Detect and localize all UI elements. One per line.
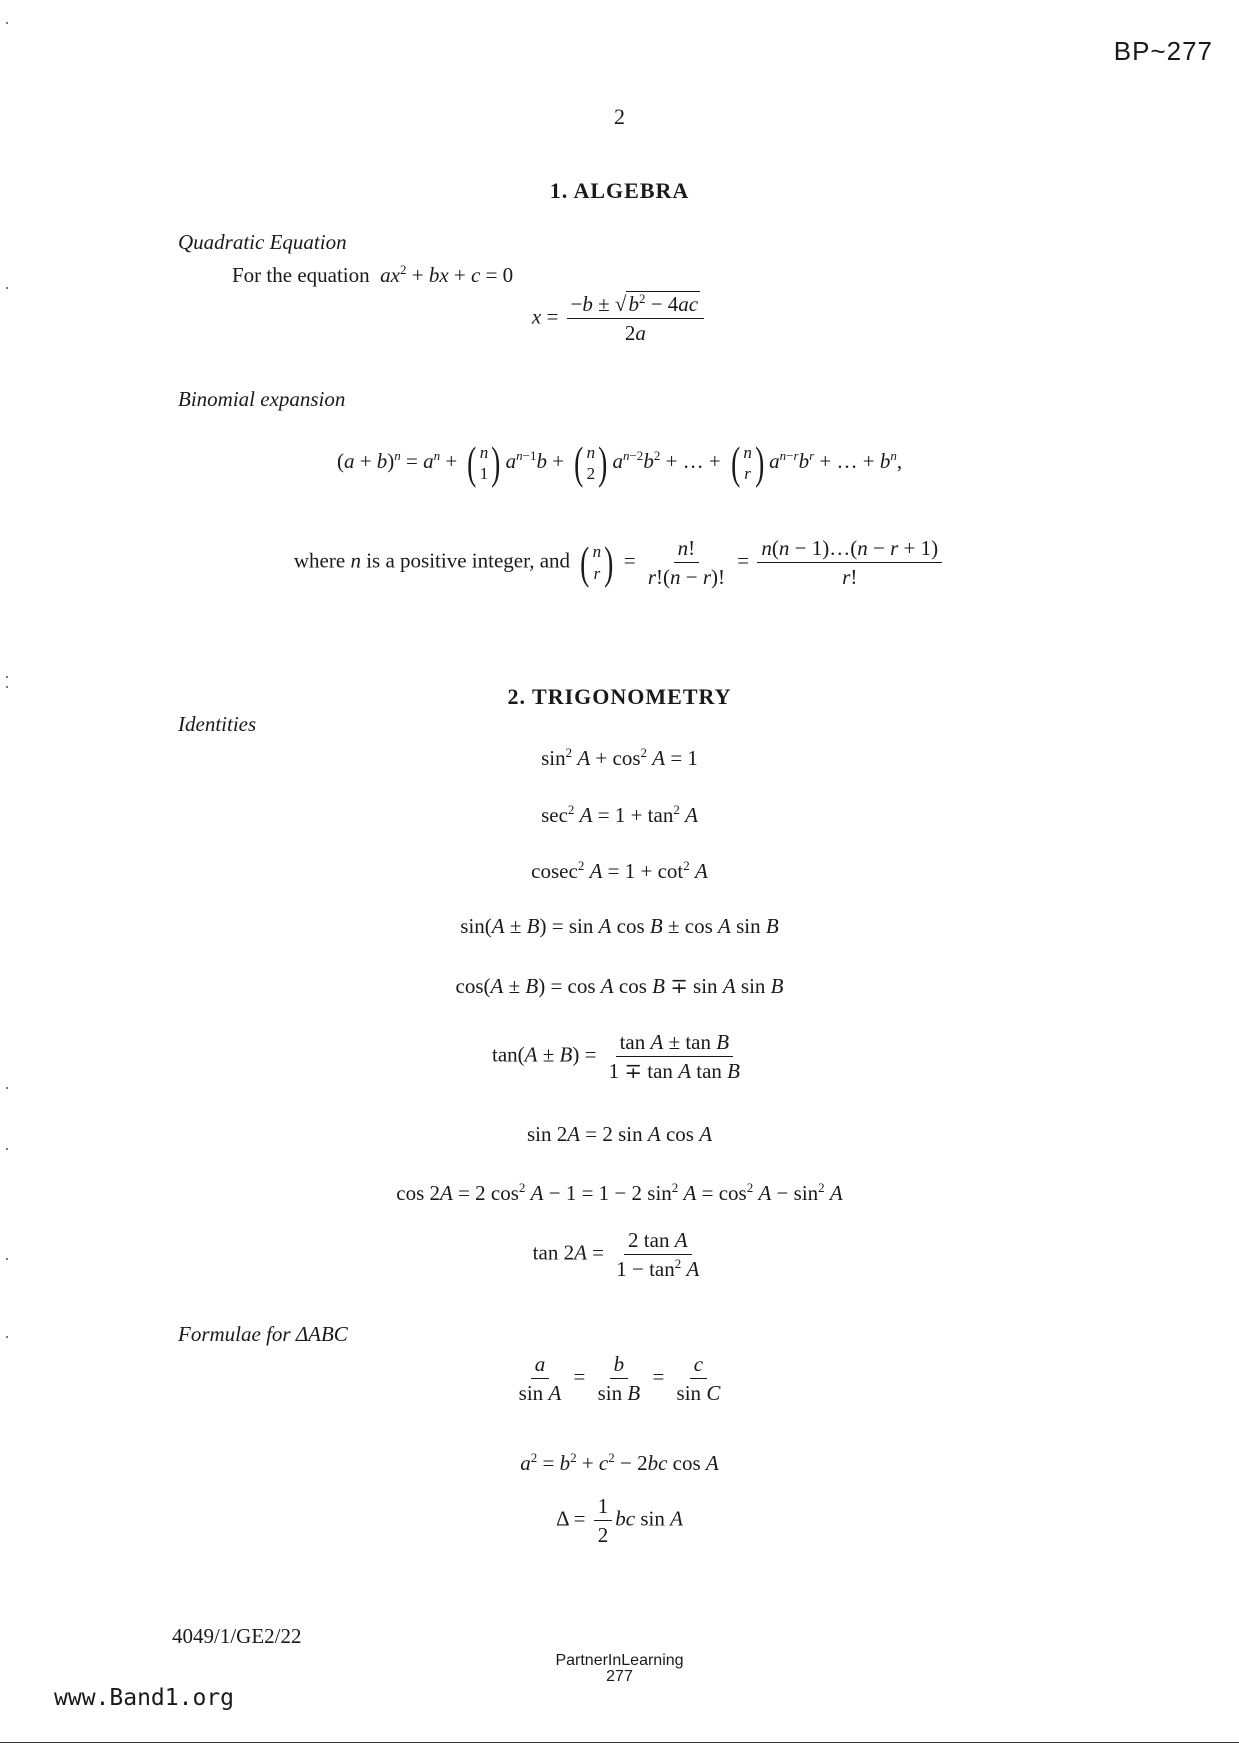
cosine-rule: $a^2 = b^2 + c^2 - 2bc$ cos A — [520, 1450, 719, 1475]
identity-tan-sum: tan(A ± B) = $\frac{\text{tan A ± tan B}}{\text{1 ∓ tan A tan B}}$ — [491, 1030, 740, 1084]
where-mid: is a positive integer, and — [366, 548, 571, 573]
identity-cos-sum: cos(A ± B) = cos A cos B ∓ sin A sin B — [455, 974, 784, 998]
page-number: 2 — [614, 104, 625, 129]
scan-mark — [6, 22, 8, 24]
identities-label: Identities — [178, 712, 257, 736]
publisher-name: PartnerInLearning — [555, 1652, 684, 1669]
publisher-page: 277 — [606, 1668, 633, 1685]
where-prefix: where — [293, 548, 346, 573]
publisher-brand — [0, 1653, 1239, 1685]
identity-sin-double: sin 2A = 2 sin A cos A — [526, 1122, 713, 1146]
identity-cosec-cot: cosec$^2$ $A = 1 + \cot^2 A$ — [531, 858, 708, 883]
identity-cos-double: cos 2A = 2 $\cos^2 A - 1 = 1 - 2$ $\sin^2 A = \cos^2 A - \sin^2 A$ — [396, 1180, 843, 1205]
quadratic-intro-text: For the equation — [232, 263, 370, 287]
scan-mark — [6, 686, 8, 688]
binomial-coefficient-definition: where n is a positive integer, and ( n r ) = $\frac{n!}{r!(n - r)!}$ = $\frac{n(n - 1)\dots(n - r + 1)}{r!}$ — [0, 536, 1239, 589]
website-link[interactable]: www.Band1.org — [54, 1685, 235, 1711]
scan-mark — [6, 1258, 8, 1260]
identity-sec-tan: $\sec^2 A = 1 + \tan^2 A$ — [541, 802, 698, 827]
scan-mark — [6, 1087, 8, 1089]
triangle-area-formula: Δ = $\frac{1}{2}$ bc sin A — [556, 1494, 683, 1548]
identity-sin-sum: sin(A ± B) = sin A cos B ± cos A sin B — [460, 914, 779, 938]
paper-code-footer: 4049/1/GE2/22 — [172, 1624, 302, 1648]
quadratic-equation: $ax^2$ + bx + c = 0 — [380, 262, 514, 287]
scan-mark — [6, 676, 8, 678]
trigonometry-heading: 2. TRIGONOMETRY — [507, 684, 732, 709]
quadratic-equation-label: Quadratic Equation — [178, 230, 347, 254]
sine-rule: $\frac{a}{\text{sin A}}$ = $\frac{b}{\text{sin B}}$ = $\frac{c}{\text{sin C}}$ — [518, 1352, 721, 1406]
identity-tan-double: tan 2A = $\frac{\text{2 tan A}}{1 - \tan^2 A}$ — [532, 1228, 700, 1282]
scan-mark — [6, 287, 8, 289]
quadratic-formula: x = $\frac{-b \pm √b^2 - 4ac}{2a}$ — [0, 292, 1239, 345]
quadratic-intro — [232, 262, 513, 288]
scan-mark — [6, 1148, 8, 1150]
triangle-formulae-label: Formulae for ΔABC — [178, 1322, 348, 1346]
identity-sin-cos: $\sin^2 A + \cos^2 A = 1$ — [541, 745, 698, 770]
bottom-rule — [0, 1742, 1239, 1743]
scan-mark — [6, 1336, 8, 1338]
binomial-expansion-formula: $(a + b)^n = a^n$ + ( n 1 ) $a^{n-1}b$ + ( n 2 ) $a^{n-2}b^2$ + … + ( n r ) $a^{n-r}b^r$ + … + $b^n$, — [336, 437, 903, 488]
binomial-expansion-label: Binomial expansion — [178, 387, 346, 411]
triangle-formulae-text: Formulae for — [178, 1322, 291, 1346]
algebra-heading: 1. ALGEBRA — [549, 178, 690, 203]
paper-code-header: BP~277 — [1113, 36, 1213, 66]
